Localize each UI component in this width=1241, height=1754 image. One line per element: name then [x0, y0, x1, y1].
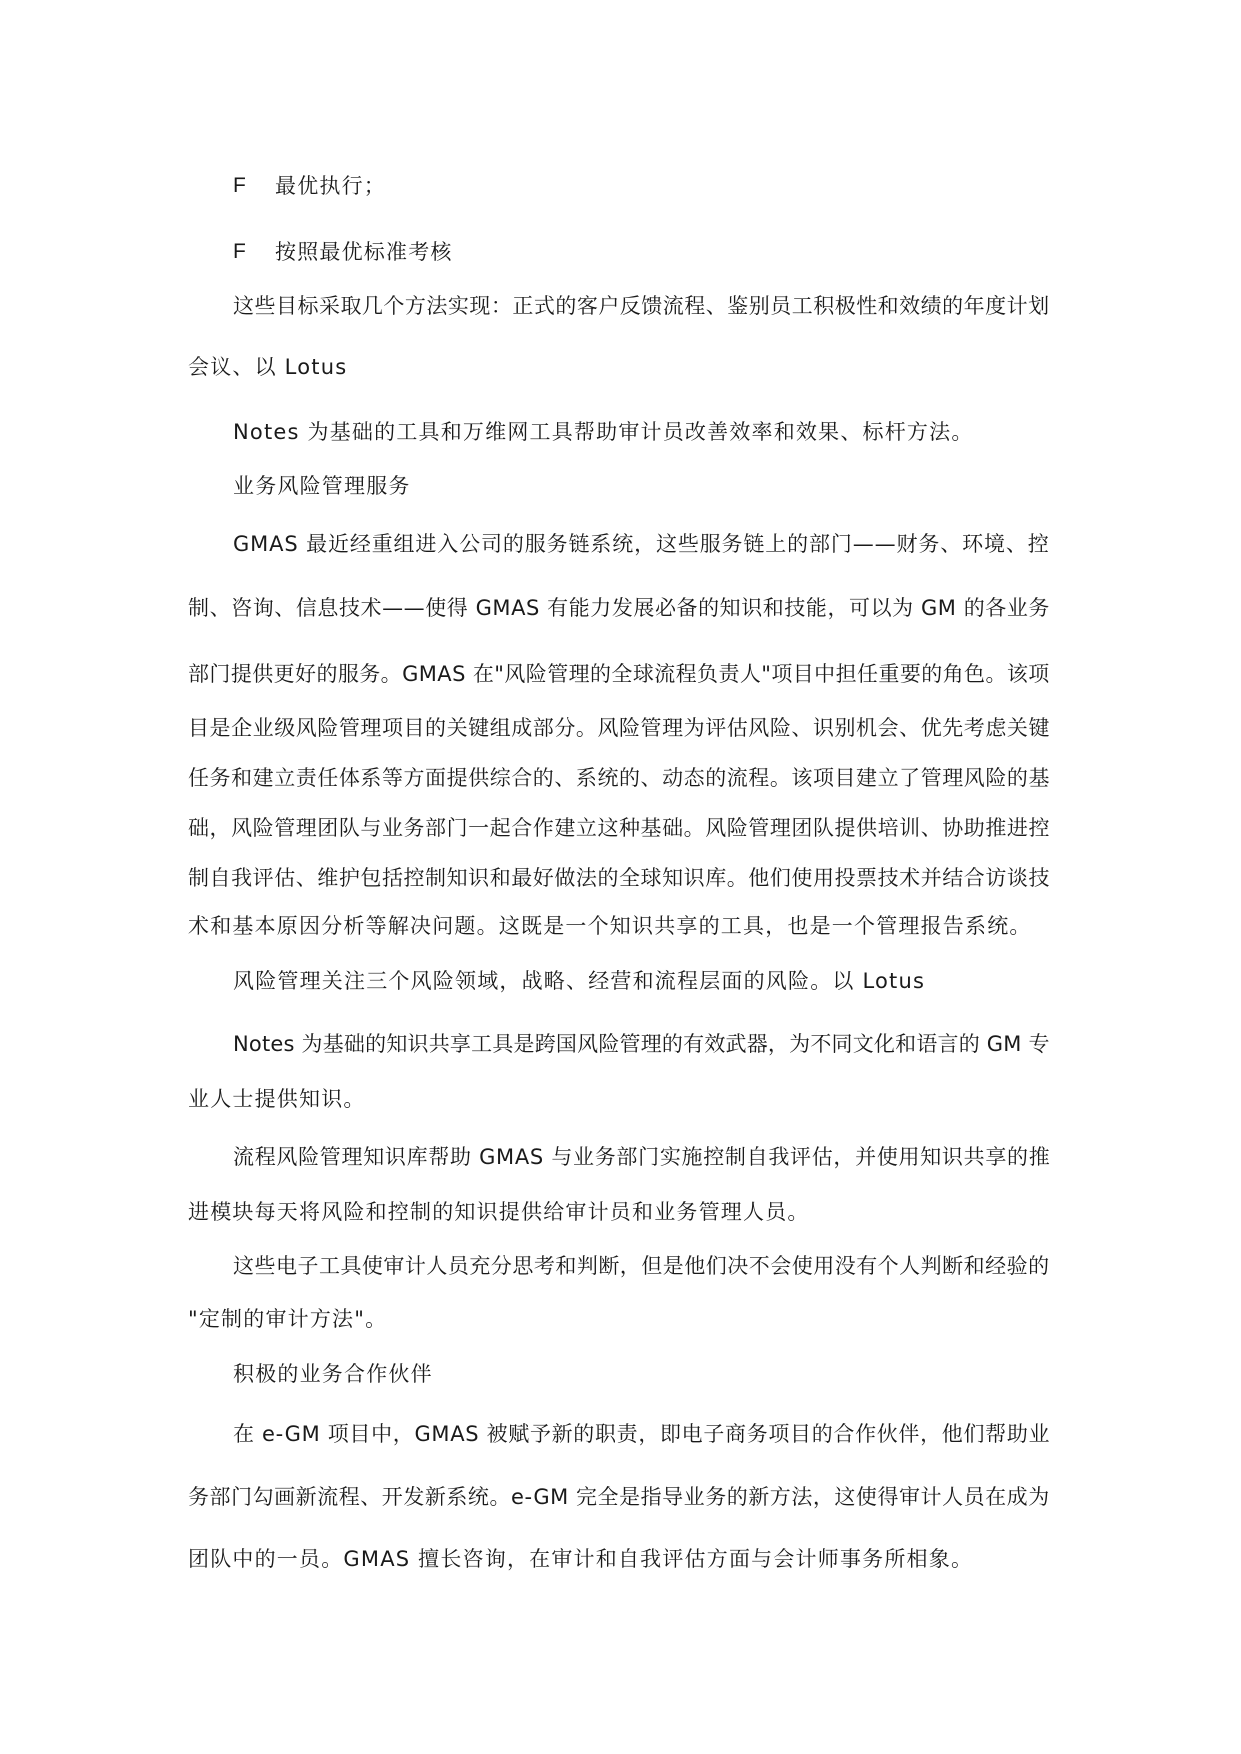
bullet-text: 按照最优标准考核	[275, 240, 453, 264]
paragraph-line: 进模块每天将风险和控制的知识提供给审计员和业务管理人员。	[188, 1200, 810, 1224]
paragraph-line: 任务和建立责任体系等方面提供综合的、系统的、动态的流程。该项目建立了管理风险的基	[188, 766, 1050, 790]
section-heading: 业务风险管理服务	[233, 474, 411, 498]
paragraph-line: 业人士提供知识。	[188, 1087, 366, 1111]
bullet-text: 最优执行；	[275, 174, 386, 198]
section-heading: 积极的业务合作伙伴	[233, 1362, 433, 1386]
paragraph-line: 这些目标采取几个方法实现：正式的客户反馈流程、鉴别员工积极性和效绩的年度计划	[233, 294, 1050, 318]
paragraph-line: 风险管理关注三个风险领域，战略、经营和流程层面的风险。以 Lotus	[233, 969, 926, 993]
paragraph-line: 础，风险管理团队与业务部门一起合作建立这种基础。风险管理团队提供培训、协助推进控	[188, 816, 1050, 840]
paragraph-line: 团队中的一员。GMAS 擅长咨询，在审计和自我评估方面与会计师事务所相象。	[188, 1547, 974, 1571]
paragraph-line: 在 e-GM 项目中，GMAS 被赋予新的职责，即电子商务项目的合作伙伴，他们帮助业	[233, 1422, 1051, 1446]
paragraph-line: 术和基本原因分析等解决问题。这既是一个知识共享的工具，也是一个管理报告系统。	[188, 914, 1032, 938]
paragraph-line: 目是企业级风险管理项目的关键组成部分。风险管理为评估风险、识别机会、优先考虑关键	[188, 716, 1050, 740]
paragraph-line: Notes 为基础的工具和万维网工具帮助审计员改善效率和效果、标杆方法。	[233, 420, 974, 444]
paragraph-line: Notes 为基础的知识共享工具是跨国风险管理的有效武器，为不同文化和语言的 GM 专	[233, 1032, 1050, 1056]
paragraph-line: 务部门勾画新流程、开发新系统。e-GM 完全是指导业务的新方法，这使得审计人员在成为	[188, 1485, 1050, 1509]
paragraph-line: 制、咨询、信息技术——使得 GMAS 有能力发展必备的知识和技能，可以为 GM 的各业务	[188, 596, 1050, 620]
paragraph-line: 会议、以 Lotus	[188, 355, 348, 379]
paragraph-line: 部门提供更好的服务。GMAS 在"风险管理的全球流程负责人"项目中担任重要的角色。该项	[188, 662, 1050, 686]
paragraph-line: 制自我评估、维护包括控制知识和最好做法的全球知识库。他们使用投票技术并结合访谈技	[188, 866, 1050, 890]
paragraph-line: 这些电子工具使审计人员充分思考和判断，但是他们决不会使用没有个人判断和经验的	[233, 1254, 1050, 1278]
bullet-marker: F	[233, 240, 246, 263]
bullet-marker: F	[233, 174, 246, 197]
paragraph-line: GMAS 最近经重组进入公司的服务链系统，这些服务链上的部门——财务、环境、控	[233, 532, 1050, 556]
paragraph-line: 流程风险管理知识库帮助 GMAS 与业务部门实施控制自我评估，并使用知识共享的推	[233, 1145, 1051, 1169]
paragraph-line: "定制的审计方法"。	[188, 1307, 388, 1331]
